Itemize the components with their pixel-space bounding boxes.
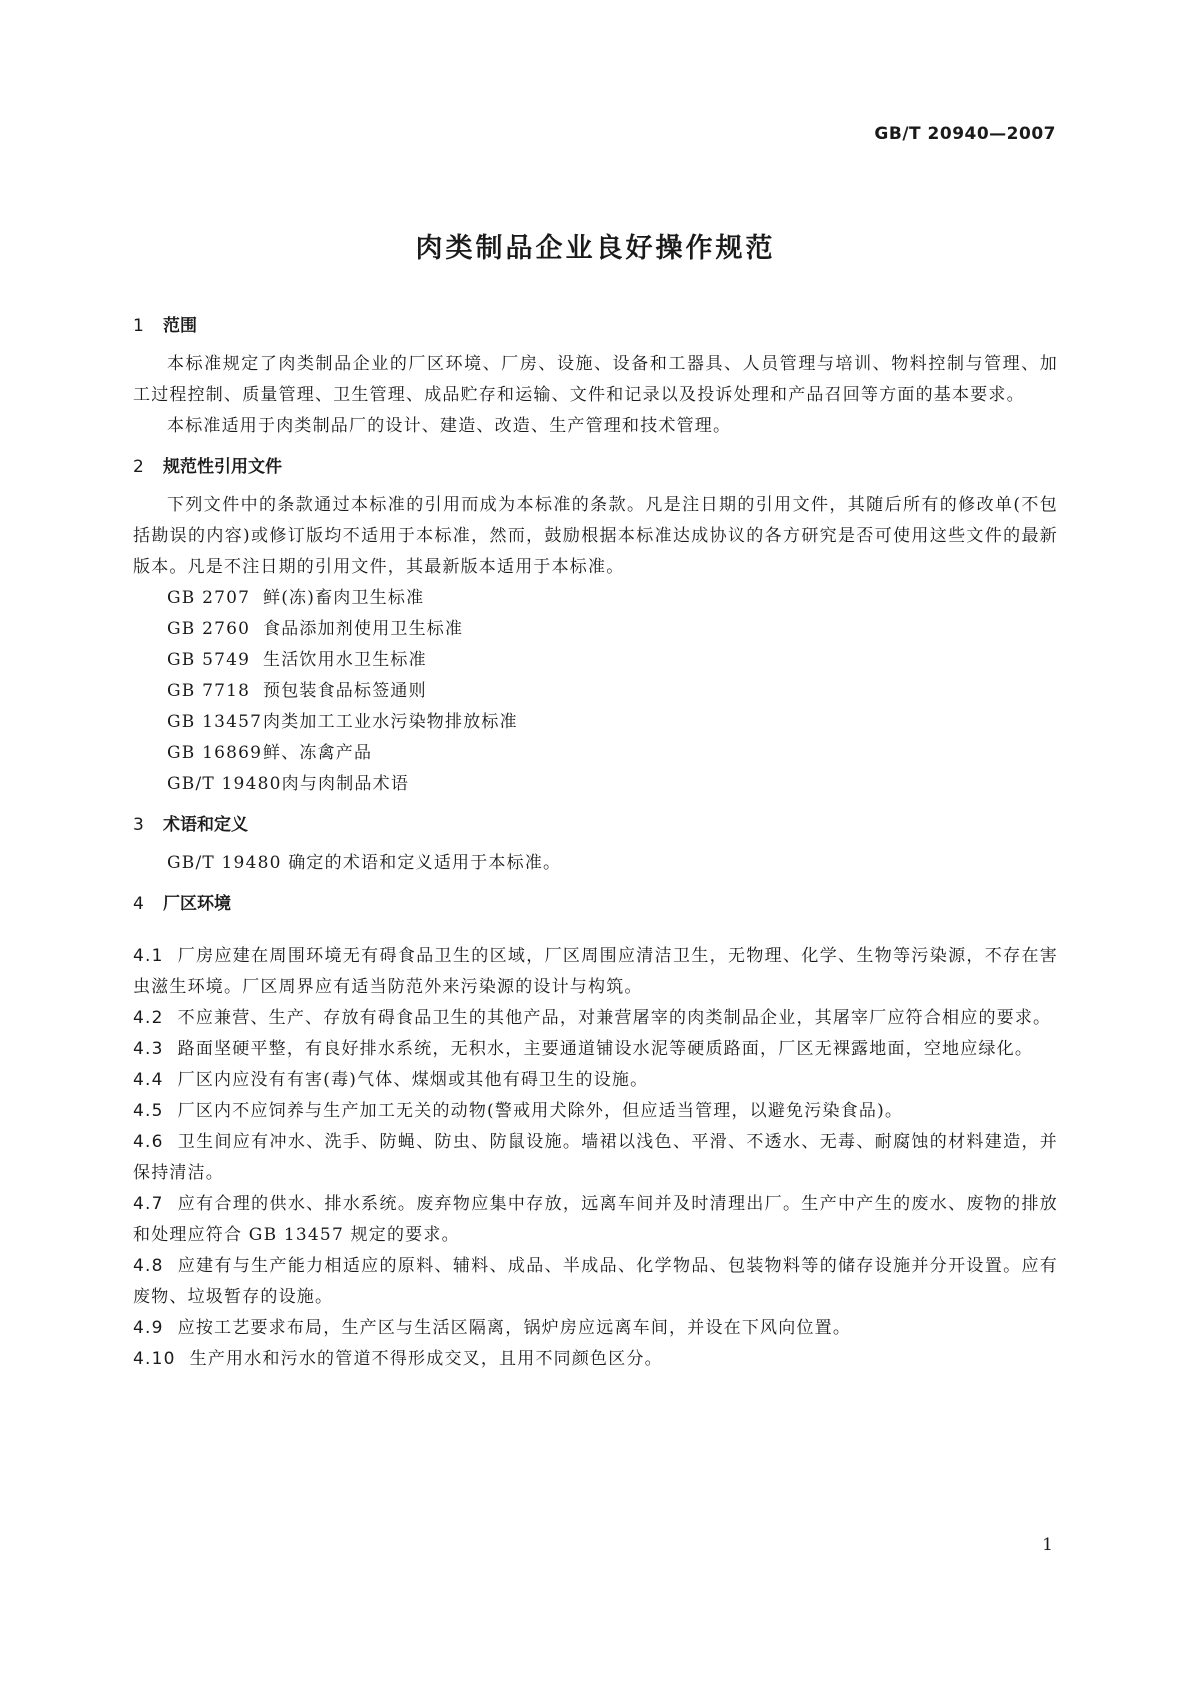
section-heading (133, 891, 1058, 917)
document-title: 肉类制品企业良好操作规范 (415, 233, 776, 264)
section-title: 厂区环境 (163, 894, 231, 914)
clause-text: 应按工艺要求布局，生产区与生活区隔离，锅炉房应远离车间，并设在下风向位置。 (177, 1318, 852, 1338)
clause (133, 1189, 1058, 1251)
clause-number: 4.10 (133, 1349, 176, 1369)
clause (133, 941, 1058, 1003)
reference-title: 生活饮用水卫生标准 (263, 650, 427, 670)
clause-text: 不应兼营、生产、存放有碍食品卫生的其他产品，对兼营屠宰的肉类制品企业，其屠宰厂应符合相应的要求。 (177, 1008, 1052, 1028)
clause (133, 1251, 1058, 1313)
page-number: 1 (1042, 1535, 1053, 1555)
reference-title: 鲜(冻)畜肉卫生标准 (263, 588, 425, 608)
section-title: 术语和定义 (163, 815, 248, 835)
clause (133, 1034, 1058, 1065)
section-number: 4 (133, 894, 144, 914)
clause (133, 1096, 1058, 1127)
reference-code: GB/T 19480 (167, 774, 282, 794)
section-heading (133, 812, 1058, 838)
section-number: 1 (133, 316, 144, 336)
clause-text: 厂房应建在周围环境无有碍食品卫生的区域，厂区周围应清洁卫生，无物理、化学、生物等污染源，不存在害虫滋生环境。厂区周界应有适当防范外来污染源的设计与构筑。 (133, 946, 1058, 997)
clause-number: 4.7 (133, 1194, 164, 1214)
section-heading (133, 313, 1058, 339)
clause-text: 卫生间应有冲水、洗手、防蝇、防虫、防鼠设施。墙裙以浅色、平滑、不透水、无毒、耐腐蚀的材料建造，并保持清洁。 (133, 1132, 1058, 1183)
section-plant-environment (133, 891, 1058, 1375)
reference-code: GB 13457 (167, 712, 263, 732)
reference-item (133, 769, 1058, 800)
section-terms-definitions (133, 812, 1058, 879)
clause-text: 生产用水和污水的管道不得形成交叉，且用不同颜色区分。 (189, 1349, 663, 1369)
section-number: 3 (133, 815, 144, 835)
section-title: 范围 (163, 316, 197, 336)
reference-title: 鲜、冻禽产品 (263, 743, 373, 763)
clause (133, 1344, 1058, 1375)
reference-item (133, 707, 1058, 738)
clause (133, 1313, 1058, 1344)
section-normative-references (133, 454, 1058, 800)
reference-code: GB 7718 (167, 681, 251, 701)
reference-item (133, 614, 1058, 645)
reference-code: GB 5749 (167, 650, 251, 670)
clause-number: 4.8 (133, 1256, 164, 1276)
reference-code: GB 2760 (167, 619, 251, 639)
reference-title: 肉与肉制品术语 (281, 774, 410, 794)
clause-number: 4.5 (133, 1101, 164, 1121)
clause-text: 厂区内应没有有害(毒)气体、煤烟或其他有碍卫生的设施。 (177, 1070, 649, 1090)
section-scope (133, 313, 1058, 442)
clause (133, 1003, 1058, 1034)
reference-title: 肉类加工工业水污染物排放标准 (263, 712, 518, 732)
reference-title: 预包装食品标签通则 (263, 681, 427, 701)
paragraph: 本标准适用于肉类制品厂的设计、建造、改造、生产管理和技术管理。 (167, 416, 732, 436)
clause-number: 4.2 (133, 1008, 164, 1028)
clause-number: 4.9 (133, 1318, 164, 1338)
paragraph: 下列文件中的条款通过本标准的引用而成为本标准的条款。凡是注日期的引用文件，其随后所有的修改单(不包括勘误的内容)或修订版均不适用于本标准，然而，鼓励根据本标准达成协议的各方研究是否可使用这些文件的最新版本。凡是不注日期的引用文件，其最新版本适用于本标准。 (133, 495, 1058, 577)
clause-number: 4.4 (133, 1070, 164, 1090)
clause-number: 4.1 (133, 946, 164, 966)
reference-item (133, 676, 1058, 707)
clause-number: 4.6 (133, 1132, 164, 1152)
reference-code: GB 2707 (167, 588, 251, 608)
section-heading (133, 454, 1058, 480)
clause-text: 厂区内不应饲养与生产加工无关的动物(警戒用犬除外，但应适当管理，以避免污染食品)。 (177, 1101, 904, 1121)
reference-item (133, 645, 1058, 676)
clause-text: 应建有与生产能力相适应的原料、辅料、成品、半成品、化学物品、包装物料等的储存设施并分开设置。应有废物、垃圾暂存的设施。 (133, 1256, 1058, 1307)
clause-number: 4.3 (133, 1039, 164, 1059)
paragraph: 本标准规定了肉类制品企业的厂区环境、厂房、设施、设备和工器具、人员管理与培训、物料控制与管理、加工过程控制、质量管理、卫生管理、成品贮存和运输、文件和记录以及投诉处理和产品召回等方面的基本要求。 (133, 354, 1058, 405)
clause-text: 应有合理的供水、排水系统。废弃物应集中存放，远离车间并及时清理出厂。生产中产生的废水、废物的排放和处理应符合 GB 13457 规定的要求。 (133, 1194, 1058, 1245)
reference-code: GB 16869 (167, 743, 263, 763)
reference-title: 食品添加剂使用卫生标准 (263, 619, 464, 639)
section-number: 2 (133, 457, 144, 477)
standard-code: GB/T 20940—2007 (874, 124, 1056, 144)
clause (133, 1127, 1058, 1189)
paragraph: GB/T 19480 确定的术语和定义适用于本标准。 (167, 853, 562, 873)
clause (133, 1065, 1058, 1096)
section-title: 规范性引用文件 (163, 457, 282, 477)
document-body (133, 313, 1058, 1375)
reference-item (133, 738, 1058, 769)
clause-text: 路面坚硬平整，有良好排水系统，无积水，主要通道铺设水泥等硬质路面，厂区无裸露地面，空地应绿化。 (177, 1039, 1034, 1059)
reference-item (133, 583, 1058, 614)
